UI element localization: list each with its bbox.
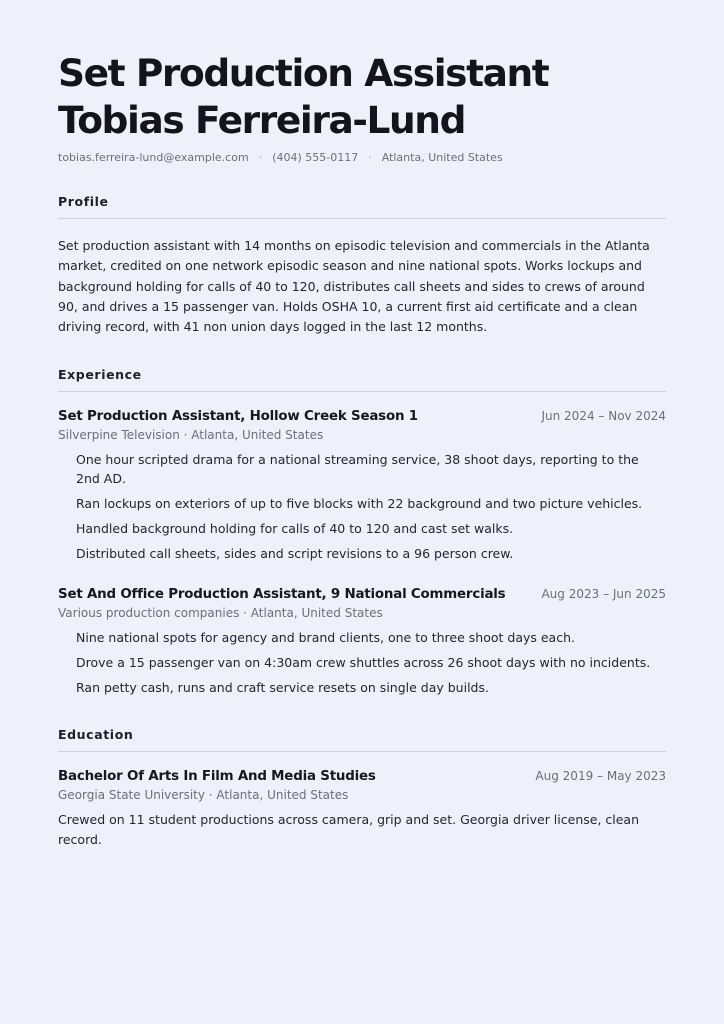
- experience-section: [58, 367, 666, 697]
- education-entry: [58, 769, 666, 850]
- job-employer: Silverpine Television · Atlanta, United States: [58, 428, 324, 443]
- contact-location: Atlanta, United States: [381, 151, 503, 164]
- experience-entry: [58, 587, 666, 697]
- contact-line: [58, 151, 666, 164]
- job-bullet: Distributed call sheets, sides and script revisions to a 96 person crew.: [76, 546, 514, 562]
- job-title: Set Production Assistant, Hollow Creek Season 1: [58, 409, 418, 425]
- contact-email: tobias.ferreira-lund@example.com: [58, 151, 249, 164]
- resume-title: [58, 50, 666, 144]
- education-dates: Aug 2019 – May 2023: [535, 769, 666, 784]
- job-bullet: Nine national spots for agency and brand clients, one to three shoot days each.: [76, 630, 575, 646]
- job-bullet: Ran petty cash, runs and craft service resets on single day builds.: [76, 680, 489, 696]
- education-section: [58, 727, 666, 850]
- education-details: Crewed on 11 student productions across camera, grip and set. Georgia driver license, clean record.: [58, 812, 640, 848]
- job-bullet: Ran lockups on exteriors of up to five blocks with 22 background and two picture vehicles.: [76, 496, 643, 512]
- degree-title: Bachelor Of Arts In Film And Media Studies: [58, 769, 376, 785]
- entry-header: [58, 769, 666, 784]
- contact-separator: ·: [258, 151, 263, 164]
- section-heading-profile: Profile: [58, 194, 666, 219]
- job-bullet: Handled background holding for calls of 40 to 120 and cast set walks.: [76, 521, 514, 537]
- job-bullet-list: [58, 450, 666, 563]
- section-heading-experience: Experience: [58, 367, 666, 392]
- job-title: Set And Office Production Assistant, 9 National Commercials: [58, 587, 506, 603]
- job-dates: Aug 2023 – Jun 2025: [541, 587, 666, 602]
- entry-header: [58, 587, 666, 602]
- school-name: Georgia State University · Atlanta, United States: [58, 788, 349, 803]
- profile-summary: Set production assistant with 14 months on episodic television and commercials in the Atlanta market, credited on one network episodic season and nine national spots. Works lockups and background holding for calls of 40 to 120, distributes call sheets and sides to crews of around 90, and drives a 15 passenger van. Holds OSHA 10, a current first aid certificate and a clean driving record, with 41 non union days logged in the last 12 months.: [58, 238, 650, 335]
- experience-entry: [58, 409, 666, 563]
- job-dates: Jun 2024 – Nov 2024: [541, 409, 666, 424]
- contact-phone: (404) 555-0117: [272, 151, 359, 164]
- job-employer: Various production companies · Atlanta, United States: [58, 606, 383, 621]
- profile-section: [58, 194, 666, 337]
- job-bullet: One hour scripted drama for a national streaming service, 38 shoot days, reporting to the 2nd AD.: [76, 452, 639, 487]
- section-heading-education: Education: [58, 727, 666, 752]
- job-title-line: Set Production Assistant: [58, 51, 549, 95]
- contact-separator: ·: [368, 151, 372, 164]
- job-bullet-list: [58, 628, 666, 697]
- entry-header: [58, 409, 666, 424]
- job-bullet: Drove a 15 passenger van on 4:30am crew shuttles across 26 shoot days with no incidents.: [76, 655, 651, 671]
- resume-header: [58, 50, 666, 164]
- person-name-line: Tobias Ferreira-Lund: [58, 98, 466, 142]
